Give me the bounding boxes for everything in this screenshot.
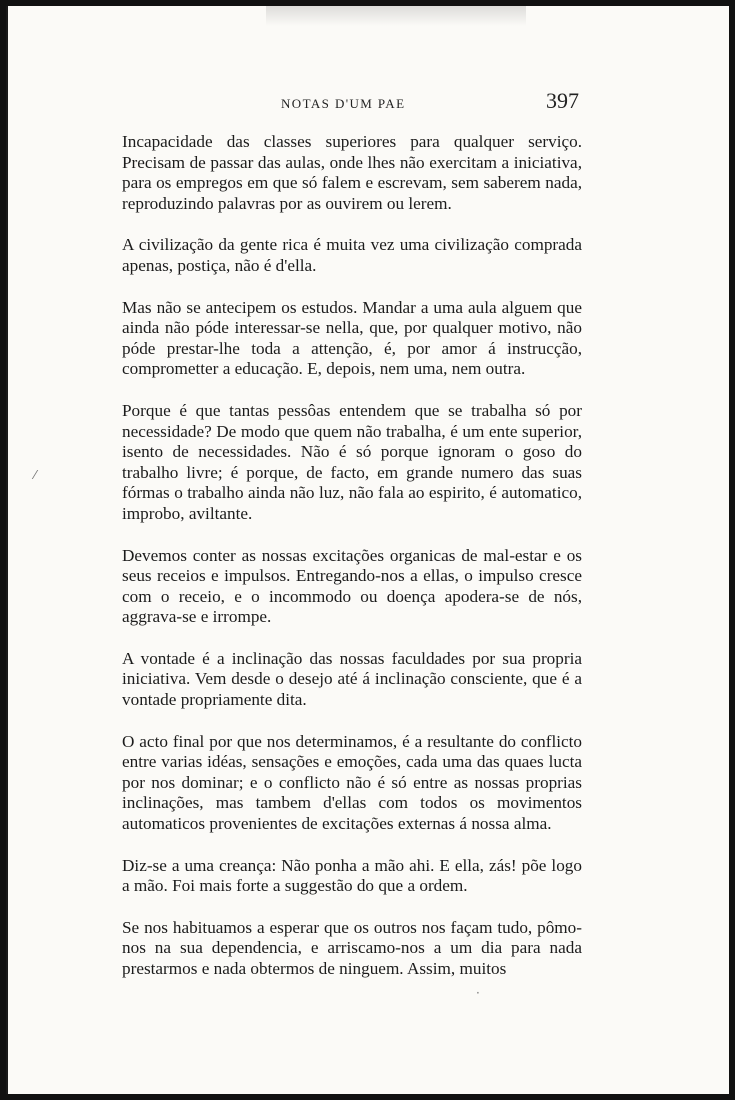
- stray-mark: ⁄: [34, 468, 37, 482]
- paragraph: Porque é que tantas pessôas entendem que se trabalha só por necessidade? De modo que quem não trabalha, é um ente superior, isento de necessidades. Não é só porque ignoram o goso do trabalho livre; é porque, de facto, em grande numero das suas fórmas o trabalho ainda não luz, não fala ao espirito, é automatico, improbo, aviltante.: [122, 400, 582, 523]
- stray-dot: ·: [476, 986, 480, 1000]
- paragraph: A vontade é a inclinação das nossas faculdades por sua propria iniciativa. Vem desde o desejo até á inclinação consciente, que é a vontade propriamente dita.: [122, 648, 582, 710]
- paragraph: Incapacidade das classes superiores para qualquer serviço. Precisam de passar das aulas, onde lhes não exercitam a iniciativa, para os empregos em que só falem e escrevam, sem saberem nada, reproduzindo palavras por as ouvirem ou lerem.: [122, 132, 582, 213]
- page-edge-shadow: [6, 6, 8, 1094]
- page-header: [121, 88, 581, 114]
- page-number: 397: [546, 88, 579, 113]
- scan-smudge: [266, 4, 526, 26]
- running-title: NOTAS D'UM PAE: [281, 96, 406, 111]
- body-text: [122, 132, 582, 1001]
- paragraph: A civilização da gente rica é muita vez uma civilização comprada apenas, postiça, não é d'ella.: [122, 235, 582, 275]
- paragraph: Mas não se antecipem os estudos. Mandar a uma aula alguem que ainda não póde interessar-se nella, que, por qualquer motivo, não póde prestar-lhe toda a attenção, é, por amor á instrucção, comprometter a educação. E, depois, nem uma, nem outra.: [122, 297, 582, 379]
- paragraph: O acto final por que nos determinamos, é a resultante do conflicto entre varias idéas, sensações e emoções, cada uma das quaes lucta por nos dominar; e o conflicto não é só entre as nossas proprias inclinações, mas tambem d'ellas com todos os movimentos automaticos provenientes de excitações externas á nossa alma.: [122, 731, 582, 834]
- paragraph: Se nos habituamos a esperar que os outros nos façam tudo, pômo-nos na sua dependencia, e arriscamo-nos a um dia para nada prestarmos e nada obtermos de ninguem. Assim, muitos: [122, 917, 582, 978]
- paragraph: Diz-se a uma creança: Não ponha a mão ahi. E ella, zás! põe logo a mão. Foi mais forte a suggestão do que a ordem.: [122, 855, 582, 896]
- paragraph: Devemos conter as nossas excitações organicas de mal-estar e os seus receios e impulsos. Entregando-nos a ellas, o impulso cresce com o receio, e o incommodo ou doença apodera-se de nós, aggrava-se e irrompe.: [122, 545, 582, 627]
